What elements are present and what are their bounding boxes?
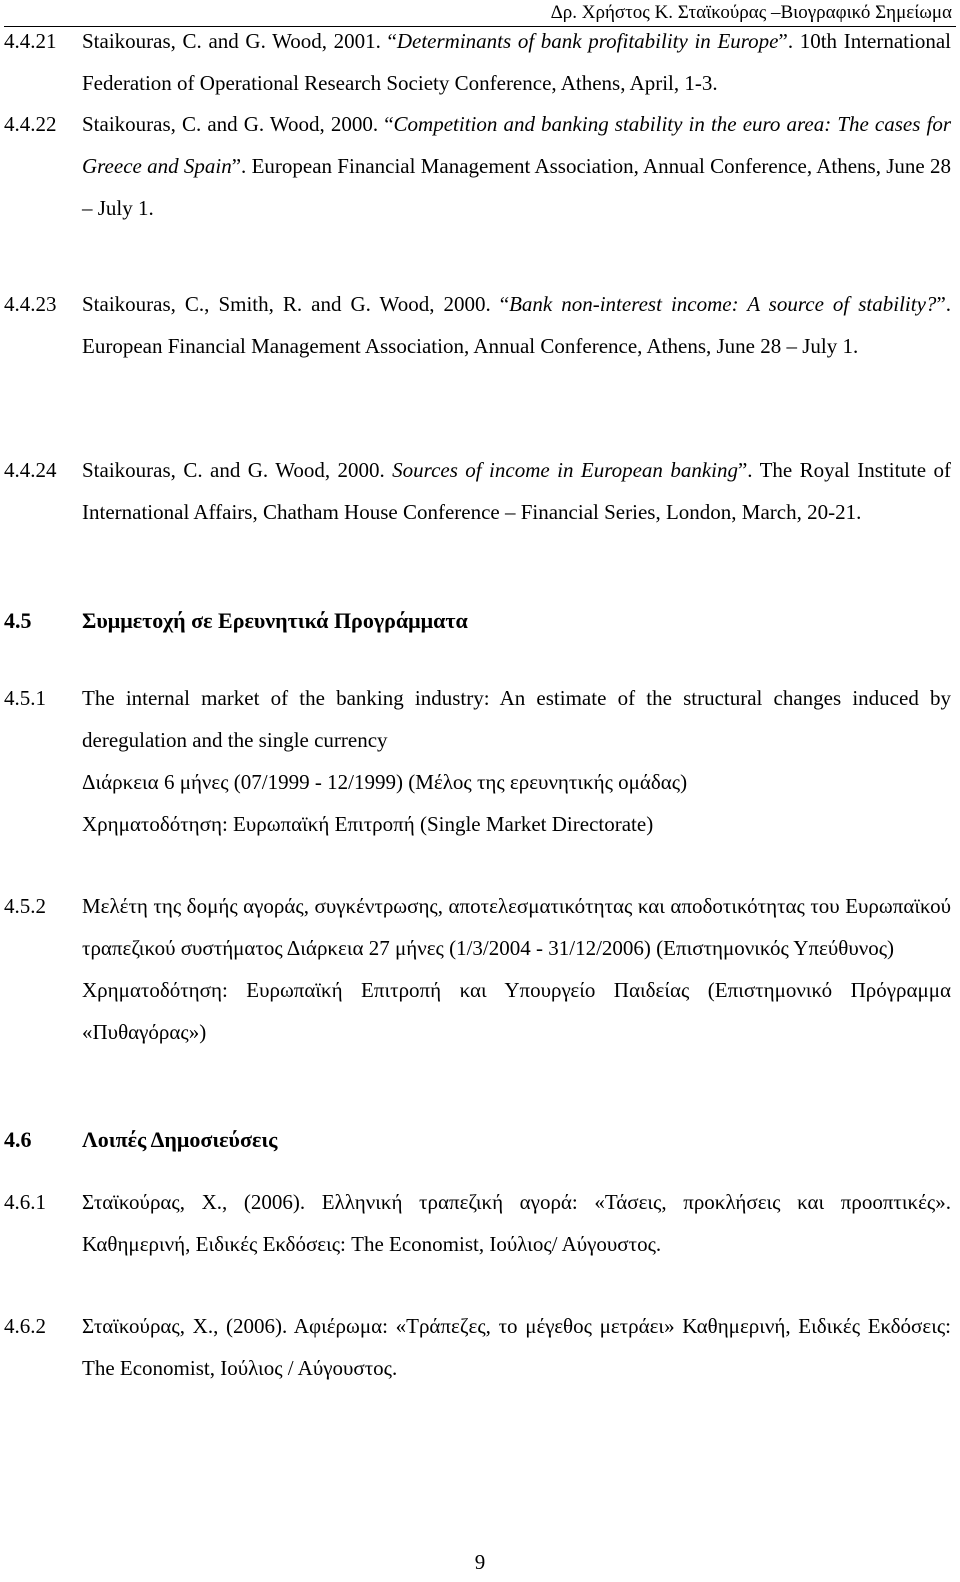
running-header: Δρ. Χρήστος Κ. Σταϊκούρας –Βιογραφικό Σημείωμα xyxy=(550,2,952,23)
reference-authors: Staikouras, C., Smith, R. and G. Wood, 2000. “ xyxy=(82,292,510,316)
publication-4-6-1 xyxy=(4,1181,951,1265)
publication-number: 4.6.1 xyxy=(4,1190,46,1214)
reference-venue: ”. 10th International Federation of Operational Research Society Conference, Athens, April, 1-3. xyxy=(82,29,951,95)
reference-authors: Staikouras, C. and G. Wood, 2001. “ xyxy=(82,29,397,53)
reference-authors: Staikouras, C. and G. Wood, 2000. xyxy=(82,458,393,482)
page-number: 9 xyxy=(474,1550,486,1574)
project-duration: Διάρκεια 6 μήνες (07/1999 - 12/1999) (Μέλος της ερευνητικής ομάδας) xyxy=(82,770,688,794)
reference-title: Competition and banking stability in the euro area: The cases for Greece and Spain xyxy=(82,112,951,178)
reference-4-4-21 xyxy=(4,20,951,104)
section-title: Λοιπές Δημοσιεύσεις xyxy=(82,1127,278,1152)
reference-4-4-23 xyxy=(4,283,951,367)
reference-venue: ”. The Royal Institute of International Affairs, Chatham House Conference – Financial Series, London, March, 20-21. xyxy=(82,458,951,524)
reference-title: Bank non-interest income: A source of stability? xyxy=(509,292,937,316)
section-number: 4.6 xyxy=(4,1127,32,1152)
reference-number: 4.4.23 xyxy=(4,292,57,316)
reference-venue: ”. European Financial Management Association, Annual Conference, Athens, June 28 – July 1. xyxy=(82,292,952,358)
reference-number: 4.4.24 xyxy=(4,458,57,482)
project-title: Μελέτη της δομής αγοράς, συγκέντρωσης, αποτελεσματικότητας και αποδοτικότητας του Ευρωπαϊκού τραπεζικού συστήματος Διάρκεια 27 μήνες (1/3/2004 - 31/12/2006) (Επιστημονικός Υπεύθυνος) xyxy=(82,894,951,960)
reference-title: Determinants of bank profitability in Europe xyxy=(396,29,779,53)
publication-text: Σταϊκούρας, Χ., (2006). Ελληνική τραπεζική αγορά: «Τάσεις, προκλήσεις και προοπτικές». Καθημερινή, Ειδικές Εκδόσεις: The Economist, Ιούλιος/ Αύγουστος. xyxy=(82,1190,951,1256)
section-number: 4.5 xyxy=(4,608,32,633)
project-number: 4.5.1 xyxy=(4,686,46,710)
project-4-5-1 xyxy=(4,677,951,845)
project-title: The internal market of the banking industry: An estimate of the structural changes induced by deregulation and the single currency xyxy=(82,686,951,752)
publication-number: 4.6.2 xyxy=(4,1314,46,1338)
publication-text: Σταϊκούρας, Χ., (2006). Αφιέρωμα: «Τράπεζες, το μέγεθος μετράει» Καθημερινή, Ειδικές Εκδόσεις: The Economist, Ιούλιος / Αύγουστος. xyxy=(82,1314,951,1380)
reference-number: 4.4.22 xyxy=(4,112,57,136)
reference-venue: ”. European Financial Management Association, Annual Conference, Athens, June 28 – July 1. xyxy=(82,154,951,220)
reference-title: Sources of income in European banking xyxy=(392,458,738,482)
reference-authors: Staikouras, C. and G. Wood, 2000. “ xyxy=(82,112,394,136)
project-funding: Χρηματοδότηση: Ευρωπαϊκή Επιτροπή και Υπουργείο Παιδείας (Επιστημονικό Πρόγραμμα «Πυθαγόρας») xyxy=(82,978,951,1044)
section-title: Συμμετοχή σε Ερευνητικά Προγράμματα xyxy=(82,608,468,633)
project-funding: Χρηματοδότηση: Ευρωπαϊκή Επιτροπή (Single Market Directorate) xyxy=(82,812,654,836)
project-number: 4.5.2 xyxy=(4,894,46,918)
project-4-5-2 xyxy=(4,885,951,1053)
reference-4-4-24 xyxy=(4,449,951,533)
reference-4-4-22 xyxy=(4,103,951,229)
reference-number: 4.4.21 xyxy=(4,29,57,53)
publication-4-6-2 xyxy=(4,1305,951,1389)
